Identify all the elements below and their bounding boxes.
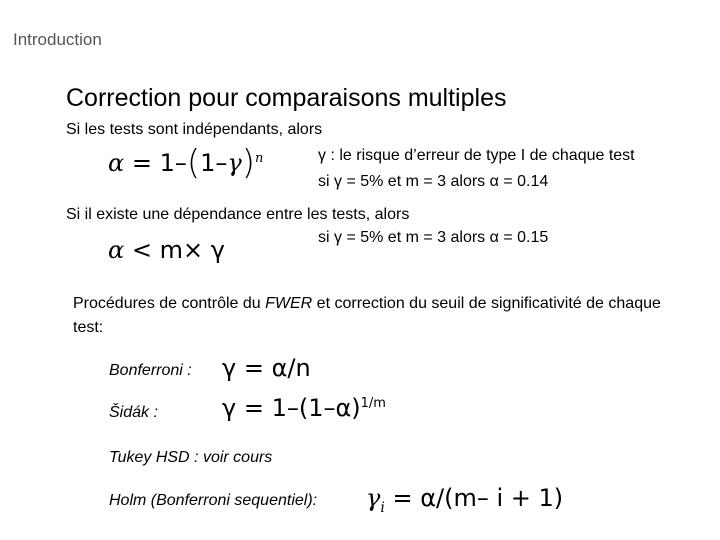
tukey-label: Tukey HSD : voir cours: [109, 449, 273, 466]
section-label: Introduction: [13, 30, 102, 49]
formula-exponent: n: [255, 151, 264, 166]
procedures-intro-after: et correction du seuil de significativité de chaque test:: [73, 295, 661, 336]
gamma-definition: γ : le risque d’erreur de type I de chaque test: [318, 147, 635, 164]
formula-eq: = 1–: [131, 149, 187, 177]
formula-close-paren: ): [241, 143, 256, 183]
formula-alpha: α: [108, 149, 125, 177]
sidak-formula: [222, 394, 386, 422]
sidak-exponent: 1/m: [360, 396, 386, 411]
sidak-label: Šidák :: [109, 404, 158, 421]
slide-title: Correction pour comparaisons multiples: [66, 84, 507, 112]
formula-rhs: < m× γ: [131, 236, 225, 264]
holm-rhs: = α/(m– i + 1): [384, 484, 564, 512]
formula-alpha: α: [108, 236, 125, 264]
holm-formula: [366, 484, 563, 516]
fwer-term: FWER: [265, 295, 313, 312]
formula-one: 1–: [200, 149, 228, 177]
procedures-intro-before: Procédures de contrôle du: [73, 295, 266, 312]
dependent-example: si γ = 5% et m = 3 alors α = 0.15: [318, 229, 549, 246]
procedures-intro: [73, 292, 683, 340]
dependent-intro: Si il existe une dépendance entre les tests, alors: [66, 206, 410, 223]
holm-subscript: i: [380, 499, 385, 516]
bonferroni-label: Bonferroni :: [109, 362, 192, 379]
dependent-formula: [108, 236, 225, 264]
holm-label: Holm (Bonferroni sequentiel):: [109, 492, 318, 509]
independent-example: si γ = 5% et m = 3 alors α = 0.14: [318, 173, 549, 190]
formula-gamma: γ: [227, 149, 242, 177]
bonferroni-formula: γ = α/n: [222, 354, 311, 382]
independent-formula: [108, 143, 263, 183]
formula-open-paren: (: [186, 143, 201, 183]
independent-intro: Si les tests sont indépendants, alors: [66, 121, 323, 138]
holm-gamma: γ: [366, 484, 381, 512]
sidak-formula-body: γ = 1–(1–α): [222, 394, 361, 422]
